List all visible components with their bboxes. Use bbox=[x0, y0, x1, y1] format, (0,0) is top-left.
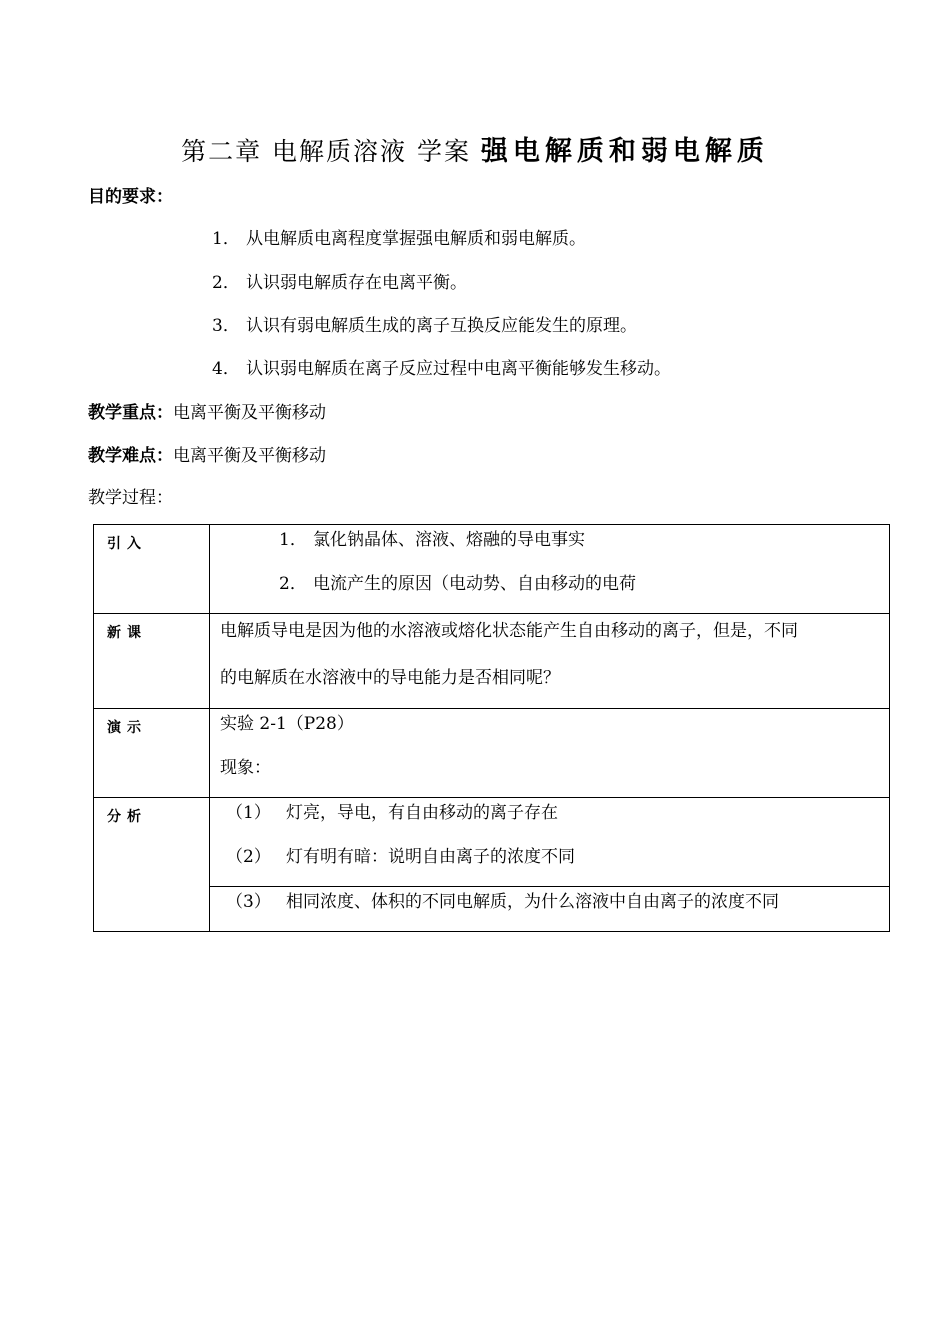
demo-line: 现象： bbox=[220, 758, 271, 778]
new-lesson-line: 电解质导电是因为他的水溶液或熔化状态能产生自由移动的离子，但是，不同 bbox=[220, 621, 798, 641]
objective-item: 2． 认识弱电解质存在电离平衡。 bbox=[212, 273, 467, 293]
analysis-item: （2） 灯有明有暗：说明自由离子的浓度不同 bbox=[226, 847, 575, 867]
title-strong: 强电解质和弱电解质 bbox=[480, 136, 769, 167]
process-heading: 教学过程： bbox=[88, 488, 173, 508]
row-content-demo bbox=[210, 709, 890, 798]
objective-item: 3． 认识有弱电解质生成的离子互换反应能发生的原理。 bbox=[212, 316, 637, 336]
new-lesson-line: 的电解质在水溶液中的导电能力是否相同呢？ bbox=[220, 668, 560, 688]
key-point: 教学重点：电离平衡及平衡移动 bbox=[88, 403, 326, 423]
row-label-intro: 引入 bbox=[94, 525, 210, 614]
table-row-new-lesson bbox=[94, 614, 890, 709]
intro-item: 2． 电流产生的原因（电动势、自由移动的电荷 bbox=[279, 574, 636, 594]
row-label-analysis: 分析 bbox=[94, 798, 210, 932]
page-title bbox=[0, 132, 950, 172]
objective-item: 1． 从电解质电离程度掌握强电解质和弱电解质。 bbox=[212, 229, 586, 249]
row-label-new-lesson: 新课 bbox=[94, 614, 210, 709]
analysis-item: （3） 相同浓度、体积的不同电解质，为什么溶液中自由离子的浓度不同 bbox=[226, 892, 779, 912]
row-content-analysis-extra bbox=[210, 887, 890, 932]
objective-item: 4． 认识弱电解质在离子反应过程中电离平衡能够发生移动。 bbox=[212, 359, 671, 379]
row-content-intro bbox=[210, 525, 890, 614]
process-table bbox=[93, 524, 890, 932]
intro-item: 1． 氯化钠晶体、溶液、熔融的导电事实 bbox=[279, 530, 585, 550]
row-content-analysis bbox=[210, 798, 890, 887]
table-row-intro bbox=[94, 525, 890, 614]
row-label-demo: 演示 bbox=[94, 709, 210, 798]
title-normal: 第二章 电解质溶液 学案 bbox=[181, 137, 471, 166]
table-row-analysis bbox=[94, 798, 890, 887]
objectives-heading: 目的要求： bbox=[88, 187, 173, 207]
difficulty: 教学难点：电离平衡及平衡移动 bbox=[88, 446, 326, 466]
table-row-demo bbox=[94, 709, 890, 798]
analysis-item: （1） 灯亮，导电，有自由移动的离子存在 bbox=[226, 803, 558, 823]
row-content-new-lesson bbox=[210, 614, 890, 709]
demo-line: 实验 2-1（P28） bbox=[220, 714, 354, 734]
table-row-analysis-extra bbox=[94, 887, 890, 932]
